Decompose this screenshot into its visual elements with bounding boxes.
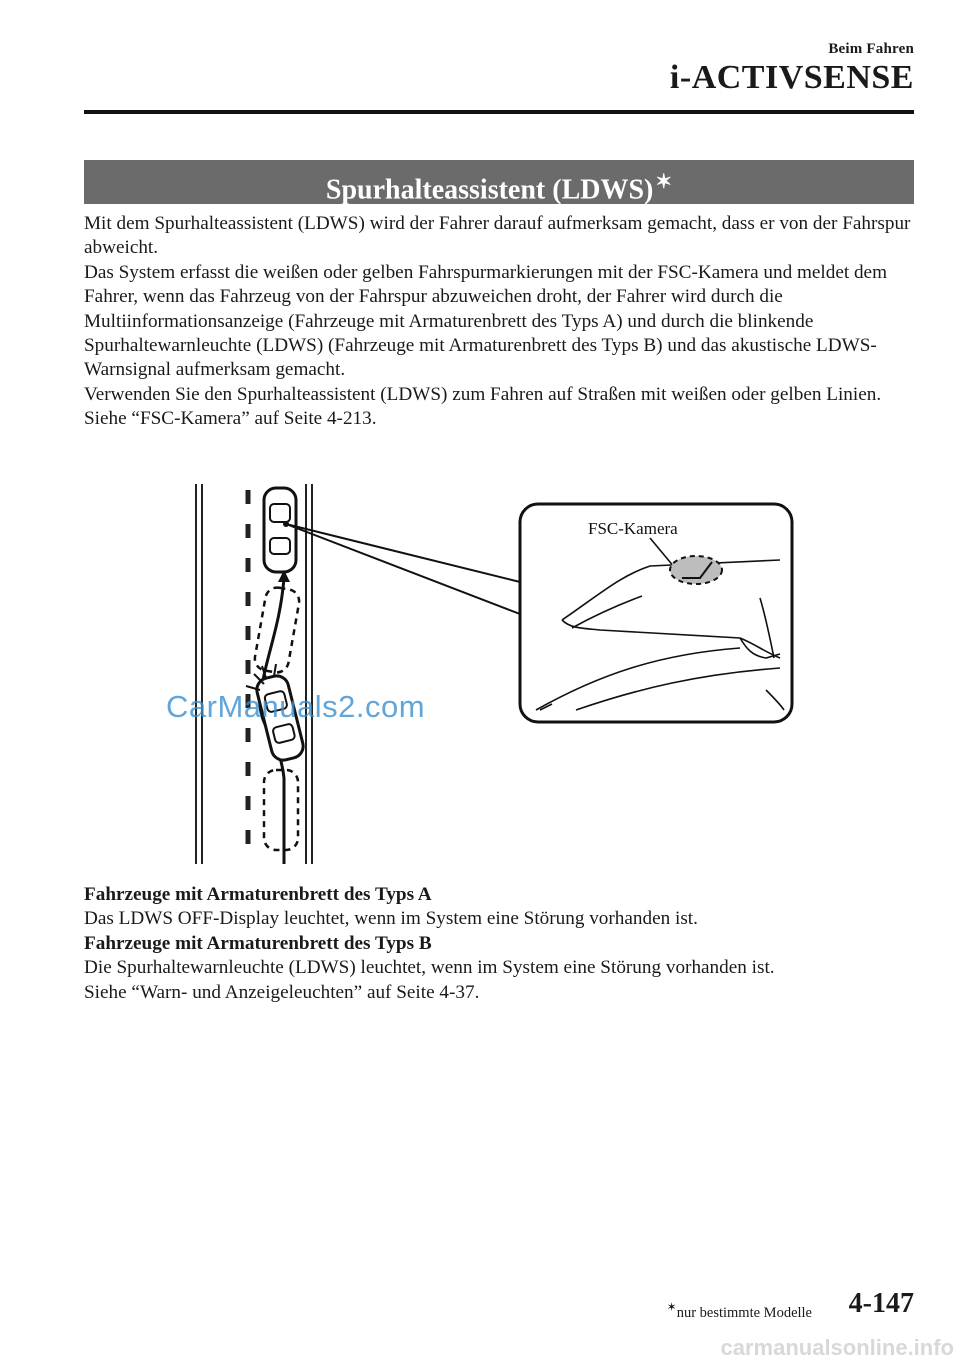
site-watermark: carmanualsonline.info [720, 1335, 954, 1360]
callout-leader-lines [286, 524, 520, 614]
footnote-star-icon: ✶ [666, 1300, 677, 1314]
section-title: Spurhalteassistent (LDWS) [325, 174, 654, 206]
footnote-text: nur bestimmte Modelle [676, 1304, 812, 1321]
paragraph-system: Das System erfasst die weißen oder gelben Fahrspurmarkierungen mit der FSC-Kamera und meldet dem Fahrer, wenn das Fahrzeug von der Fahrspur abzuweichen droht, der Fahrer wird durch die Multiinformationsanzeige (Fahrzeuge mit Armaturenbrett des Typs A) und durch die blinkende Spurhaltewarnleuchte (LDWS) (Fahrzeuge mit Armaturenbrett des Typs B) und das akustische LDWS-Warnsignal aufmerksam gemacht. [84, 261, 887, 381]
heading-type-b: Fahrzeuge mit Armaturenbrett des Typs B [84, 932, 432, 954]
car-ghost-lower [264, 770, 298, 850]
car-forward [264, 488, 296, 572]
paragraph-reference: Siehe “FSC-Kamera” auf Seite 4-213. [84, 408, 377, 430]
running-header-chapter: i-ACTIVSENSE [669, 59, 914, 96]
lane-departure-illustration [180, 478, 800, 866]
section-title-bar [84, 160, 914, 204]
camera-mount-icon [670, 556, 722, 584]
heading-type-a: Fahrzeuge mit Armaturenbrett des Typs A [84, 884, 432, 905]
paragraph-intro: Mit dem Spurhalteassistent (LDWS) wird der Fahrer darauf aufmerksam gemacht, dass er von der Fahrspur abweicht. [84, 213, 911, 259]
star-icon: ✶ [655, 171, 673, 193]
running-header-section: Beim Fahren [828, 41, 914, 57]
footnote [667, 1300, 812, 1322]
reference-warning-lights: Siehe “Warn- und Anzeigeleuchten” auf Seite 4-37. [84, 981, 480, 1003]
header-rule [84, 110, 914, 114]
callout-label: FSC-Kamera [588, 519, 678, 538]
paragraph-usage: Verwenden Sie den Spurhalteassistent (LDWS) zum Fahren auf Straßen mit weißen oder gelben Linien. [84, 383, 882, 405]
text-type-a: Das LDWS OFF-Display leuchtet, wenn im System eine Störung vorhanden ist. [84, 908, 698, 930]
malfunction-section [84, 883, 914, 1005]
body-text [84, 212, 914, 432]
watermark: CarManuals2.com [166, 689, 426, 724]
page-number: 4-147 [848, 1288, 914, 1319]
car-ghost-upper [253, 586, 301, 675]
text-type-b: Die Spurhaltewarnleuchte (LDWS) leuchtet, wenn im System eine Störung vorhanden ist. [84, 957, 775, 979]
